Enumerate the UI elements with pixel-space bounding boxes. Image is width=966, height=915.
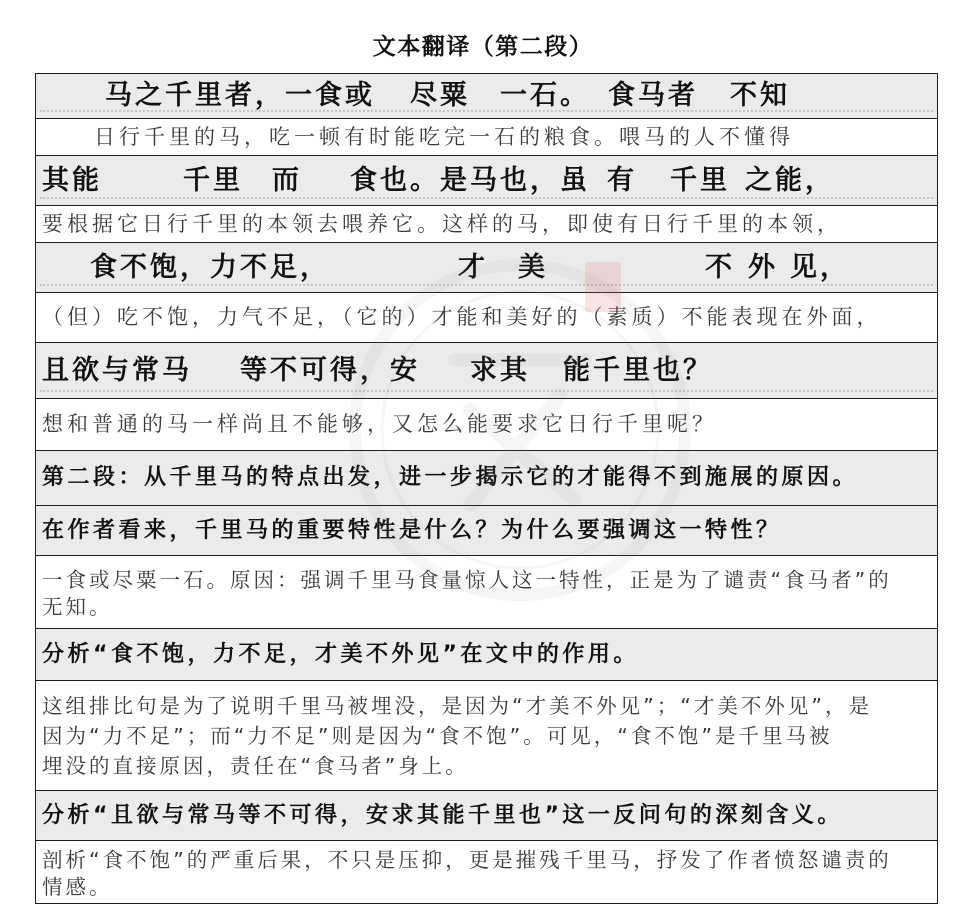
answer-line: 情感。 bbox=[42, 875, 113, 899]
original-segment: 求其 bbox=[470, 355, 530, 386]
original-segment: 千里 bbox=[670, 165, 730, 196]
question-text: 在作者看来，千里马的重要特性是什么？为什么要强调这一特性？ bbox=[42, 518, 782, 543]
answer-line: 一食或尽粟一石。原因：强调千里马食量惊人这一特性，正是为了谴责“食马者”的 bbox=[42, 568, 892, 592]
original-row-2 bbox=[36, 156, 937, 206]
original-segment: 能千里也？ bbox=[563, 355, 713, 386]
original-segment: 马之千里者，一食或 bbox=[105, 80, 375, 111]
answer-line: 埋没的直接原因，责任在“食马者”身上。 bbox=[42, 754, 469, 778]
answer-row-3 bbox=[36, 841, 937, 903]
translation-text: 想和普通的马一样尚且不能够，又怎么能要求它日行千里呢？ bbox=[42, 412, 717, 436]
answer-line: 因为“力不足”；而“力不足”则是因为“食不饱”。可见，“食不饱”是千里马被 bbox=[42, 724, 833, 748]
original-segment: 而 bbox=[272, 165, 302, 196]
translation-text: （但）吃不饱，力气不足，（它的）才能和美好的（素质）不能表现在外面， bbox=[42, 305, 882, 329]
original-segment: 美 bbox=[518, 252, 548, 283]
original-segment: 等不可得，安 bbox=[240, 355, 420, 386]
original-row-1 bbox=[36, 74, 937, 119]
document-title: 文本翻译（第二段） bbox=[372, 34, 594, 60]
question-text: 分析“食不饱，力不足，才美不外见”在文中的作用。 bbox=[42, 642, 639, 667]
summary-text: 从千里马的特点出发，进一步揭示它的才能得不到施展的原因。 bbox=[144, 465, 859, 490]
translation-row-1 bbox=[36, 119, 937, 156]
original-row-4 bbox=[36, 343, 937, 399]
answer-row-1 bbox=[36, 556, 937, 629]
original-segment: 有 bbox=[607, 165, 637, 196]
translation-text: 日行千里的马，吃一顿有时能吃完一石的粮食。喂马的人不懂得 bbox=[94, 125, 794, 149]
original-segment: 才 bbox=[458, 252, 488, 283]
original-segment: 之能， bbox=[745, 165, 835, 196]
original-segment: 食不饱，力不足， bbox=[90, 252, 330, 283]
question-text: 分析“且欲与常马等不可得，安求其能千里也”这一反问句的深刻含义。 bbox=[42, 803, 843, 828]
section-summary-row bbox=[36, 451, 937, 506]
answer-line: 剖析“食不饱”的严重后果，不只是压抑，更是摧残千里马，抒发了作者愤怒谴责的 bbox=[42, 848, 892, 872]
translation-row-4 bbox=[36, 399, 937, 451]
original-segment: 且欲与常马 bbox=[42, 355, 192, 386]
original-segment: 不知 bbox=[730, 80, 790, 111]
summary-label: 第二段： bbox=[42, 465, 145, 490]
translation-text: 要根据它日行千里的本领去喂养它。这样的马，即使有日行千里的本领， bbox=[42, 212, 842, 236]
original-segment: 见， bbox=[790, 252, 850, 283]
translation-table bbox=[35, 73, 938, 904]
translation-row-3 bbox=[36, 293, 937, 343]
original-segment: 尽粟 bbox=[410, 80, 470, 111]
translation-row-2 bbox=[36, 206, 937, 243]
original-row-3 bbox=[36, 243, 937, 293]
original-segment: 不 bbox=[705, 252, 735, 283]
answer-line: 这组排比句是为了说明千里马被埋没，是因为“才美不外见”；“才美不外见”，是 bbox=[42, 694, 872, 718]
original-segment: 食马者 bbox=[608, 80, 698, 111]
original-segment: 千里 bbox=[183, 165, 243, 196]
answer-row-2 bbox=[36, 681, 937, 791]
question-row-3 bbox=[36, 791, 937, 841]
answer-line: 无知。 bbox=[42, 595, 113, 619]
original-segment: 其能 bbox=[42, 165, 102, 196]
original-segment: 一石。 bbox=[500, 80, 590, 111]
original-segment: 食也。是马也，虽 bbox=[350, 165, 590, 196]
question-row-2 bbox=[36, 629, 937, 681]
original-segment: 外 bbox=[748, 252, 778, 283]
question-row-1 bbox=[36, 506, 937, 556]
